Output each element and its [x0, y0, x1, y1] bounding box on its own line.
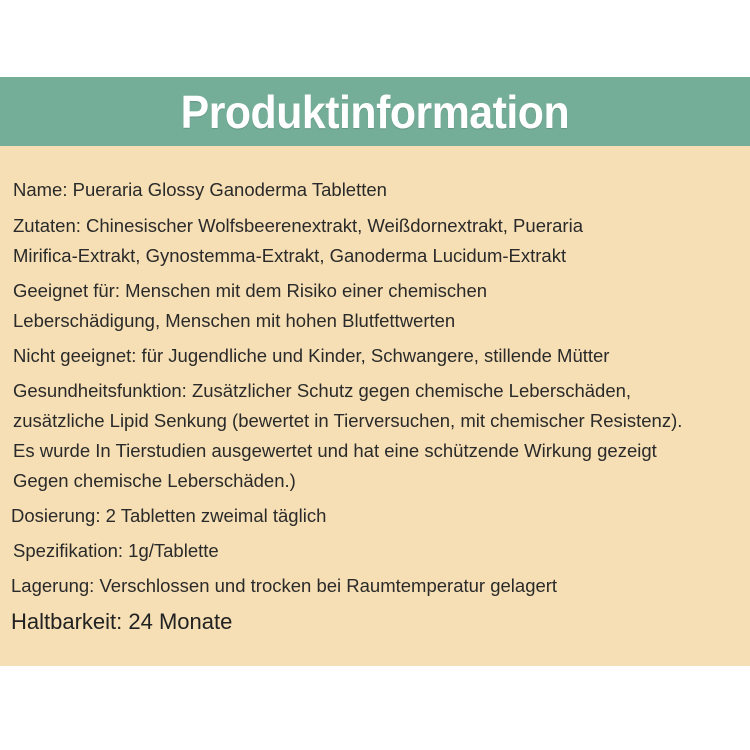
info-gesundheit-line-4: Gegen chemische Leberschäden.) — [13, 470, 296, 491]
info-dosierung: Dosierung: 2 Tabletten zweimal täglich — [11, 505, 327, 526]
info-panel — [0, 146, 750, 666]
header-banner — [0, 77, 750, 146]
info-gesundheit-line-2: zusätzliche Lipid Senkung (bewertet in Tierversuchen, mit chemischer Resistenz). — [13, 410, 683, 431]
info-haltbarkeit: Haltbarkeit: 24 Monate — [11, 609, 233, 634]
page-title: Produktinformation — [180, 85, 570, 138]
info-lagerung: Lagerung: Verschlossen und trocken bei Raumtemperatur gelagert — [11, 575, 558, 596]
info-nicht-geeignet: Nicht geeignet: für Jugendliche und Kinder, Schwangere, stillende Mütter — [13, 345, 610, 366]
info-zutaten-line-2: Mirifica-Extrakt, Gynostemma-Extrakt, Ganoderma Lucidum-Extrakt — [13, 245, 567, 266]
info-spezifikation: Spezifikation: 1g/Tablette — [13, 540, 219, 561]
info-geeignet-line-1: Geeignet für: Menschen mit dem Risiko einer chemischen — [13, 280, 488, 301]
info-name: Name: Pueraria Glossy Ganoderma Tabletten — [13, 179, 387, 200]
info-gesundheit-line-3: Es wurde In Tierstudien ausgewertet und hat eine schützende Wirkung gezeigt — [13, 440, 657, 461]
info-gesundheit-line-1: Gesundheitsfunktion: Zusätzlicher Schutz gegen chemische Leberschäden, — [13, 380, 632, 401]
info-geeignet-line-2: Leberschädigung, Menschen mit hohen Blutfettwerten — [13, 310, 456, 331]
info-zutaten-line-1: Zutaten: Chinesischer Wolfsbeerenextrakt, Weißdornextrakt, Pueraria — [13, 215, 583, 236]
